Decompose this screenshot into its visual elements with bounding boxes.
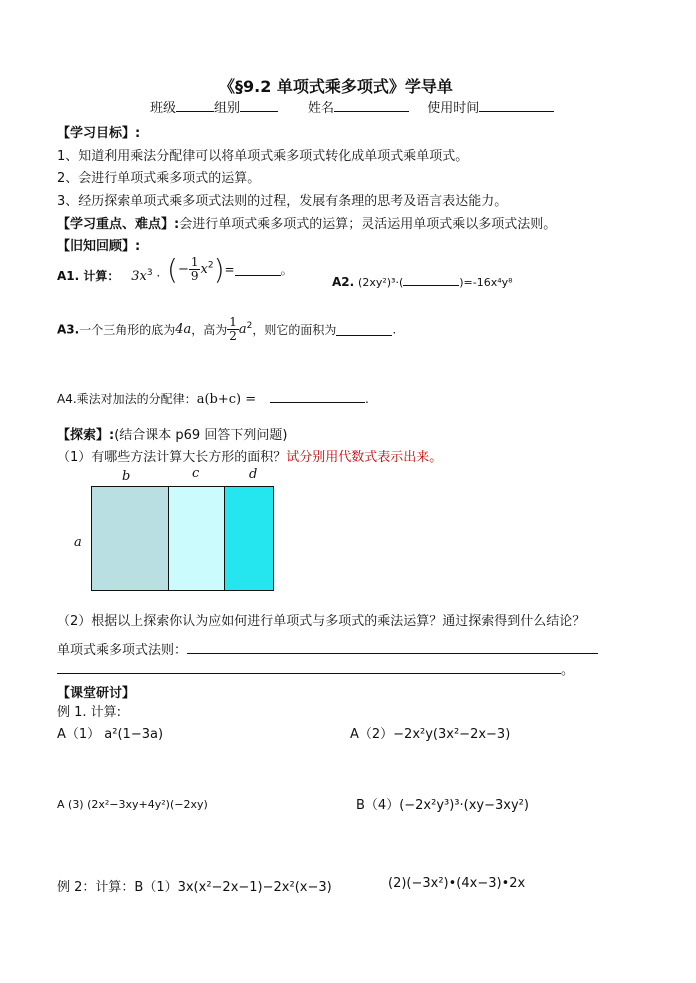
a3-text3: ，则它的面积为	[252, 323, 337, 337]
focus-heading: 【学习重点、难点】:	[57, 217, 180, 232]
a3-end: .	[392, 322, 397, 337]
a1-term: 3x	[131, 269, 147, 284]
rule-line-2	[57, 659, 574, 678]
figure-label-b: b	[122, 469, 131, 484]
example1-a2: A（2）−2x²y(3x²−2x−3)	[350, 727, 511, 742]
a3-numerator: 1	[229, 315, 237, 329]
a3-label: A3.	[57, 322, 80, 337]
example2-b2: (2)(−3x²)•(4x−3)•2x	[388, 876, 526, 891]
a1-fraction	[189, 256, 201, 283]
rect-c	[168, 486, 226, 591]
name-label: 姓名	[308, 101, 335, 116]
rect-d	[224, 486, 274, 591]
a1-fraction-group: (− $\frac{1}{9}$ $x^2)=$ 。	[167, 253, 293, 286]
rule-end: 。	[561, 663, 575, 678]
example1-a3: A (3) (2x²−3xy+4y²)(−2xy)	[57, 798, 208, 811]
goal-item: 3、经历探索单项式乘多项式法则的过程，发展有条理的思考及语言表达能力。	[57, 194, 508, 209]
class-label: 班级	[150, 101, 177, 116]
focus-text: 会进行单项式乘多项式的运算；灵活运用单项式乘以多项式法则。	[179, 217, 557, 232]
a1-eq: =	[224, 262, 235, 277]
group-blank[interactable]	[240, 99, 278, 112]
a3-a: a	[238, 322, 247, 337]
rect-b	[91, 486, 170, 591]
class-blank[interactable]	[176, 99, 214, 112]
explore-note: (结合课本 p69 回答下列问题)	[114, 428, 288, 443]
example2-line	[57, 876, 332, 895]
group-label: 组别	[214, 101, 241, 116]
example1-a1: A（1） a²(1−3a)	[57, 727, 164, 742]
example1-b4: B（4）(−2x²y³)³·(xy−3xy²)	[356, 798, 529, 813]
page-title: 《§9.2 单项式乘多项式》学导单	[219, 77, 453, 96]
figure-label-a: a	[74, 535, 82, 550]
time-label: 使用时间	[427, 101, 480, 116]
class-field	[150, 97, 278, 116]
time-blank[interactable]	[479, 99, 554, 112]
a1-dot: ·	[156, 269, 161, 283]
q1-text: （1）有哪些方法计算大长方形的面积？	[57, 450, 287, 465]
a4-expr: a(b+c) =	[196, 392, 257, 407]
a3-a-exp: 2	[246, 321, 253, 331]
rule-line	[57, 639, 598, 658]
a3-base: 4a	[175, 322, 192, 337]
rule-label: 单项式乘多项式法则：	[57, 643, 188, 658]
q1-red-text: 试分别用代数式表示出来。	[286, 450, 443, 465]
a3-question	[57, 316, 396, 343]
a1-x-exp: 2	[207, 260, 214, 271]
a3-fraction	[227, 316, 239, 343]
focus-line	[57, 213, 556, 232]
goals-heading: 【学习目标】:	[57, 126, 141, 141]
a3-text1: 一个三角形的底为	[79, 323, 176, 337]
a1-exp: 3	[146, 268, 153, 278]
figure-label-d: d	[249, 467, 258, 482]
explore-q1	[57, 446, 442, 465]
class-study-heading: 【课堂研讨】	[57, 686, 136, 701]
review-heading: 【旧知回顾】:	[57, 239, 141, 254]
a1-minus: −	[177, 262, 189, 277]
explore-q2: （2）根据以上探索你认为应如何进行单项式与多项式的乘法运算？通过探索得到什么结论？	[57, 614, 586, 629]
a1-end: 。	[280, 263, 293, 277]
a4-label: A4.	[57, 392, 77, 406]
a2-answer-blank[interactable]	[403, 273, 459, 286]
a2-end: )=-16x⁴y⁸	[459, 276, 513, 289]
a1-question	[57, 267, 160, 284]
a2-question	[332, 273, 513, 289]
a3-denominator: 2	[229, 329, 237, 343]
example2-b1: B（1）3x(x²−2x−1)−2x²(x−3)	[134, 880, 332, 895]
a1-x: x	[200, 262, 208, 277]
a1-numerator: 1	[190, 255, 199, 269]
a4-answer-blank[interactable]	[270, 390, 365, 403]
example1-label: 例 1. 计算:	[57, 705, 122, 720]
a2-expr: (2xy²)³·(	[358, 276, 404, 289]
a3-text2: ，高为	[191, 323, 228, 337]
explore-line	[57, 424, 287, 443]
goal-item: 2、会进行单项式乘多项式的运算。	[57, 171, 261, 186]
rule-answer-blank-2[interactable]	[57, 661, 561, 674]
name-field	[308, 97, 554, 116]
a4-text: 乘法对加法的分配律：	[76, 392, 197, 406]
explore-heading: 【探索】:	[57, 428, 115, 443]
name-blank[interactable]	[334, 99, 409, 112]
a1-label: A1. 计算：	[57, 269, 120, 283]
a1-answer-blank[interactable]	[235, 263, 281, 276]
figure-label-c: c	[192, 466, 200, 481]
a4-question	[57, 390, 369, 407]
example2-label: 例 2：计算：	[57, 880, 135, 895]
rule-answer-blank-1[interactable]	[187, 641, 598, 654]
a2-label: A2.	[332, 275, 355, 289]
a4-end: .	[364, 392, 369, 406]
a1-denominator: 9	[190, 269, 199, 283]
a3-answer-blank[interactable]	[336, 323, 392, 336]
goal-item: 1、知道利用乘法分配律可以将单项式乘多项式转化成单项式乘单项式。	[57, 149, 469, 164]
